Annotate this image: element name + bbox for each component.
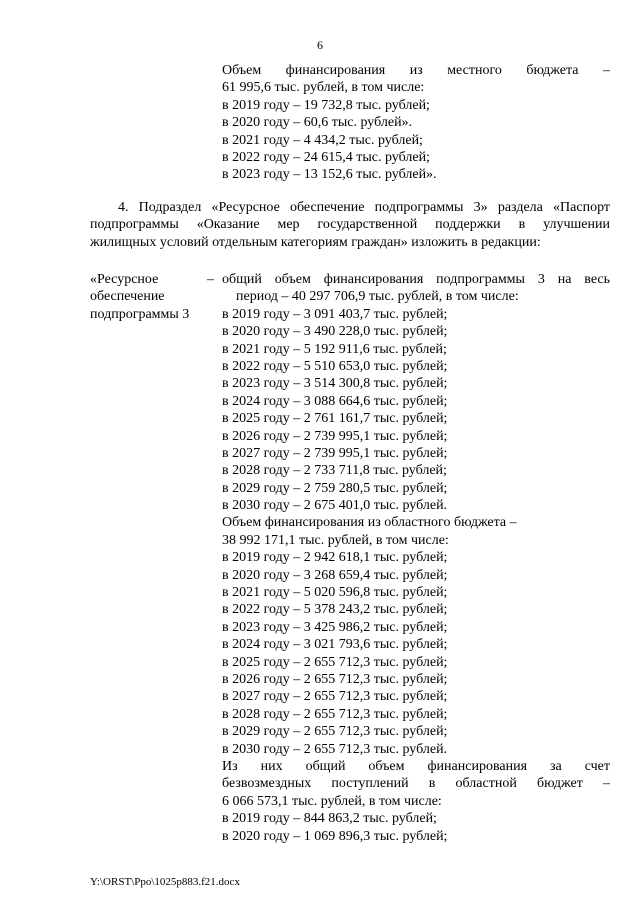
- separator-dash: –: [207, 272, 214, 287]
- label-line: «Ресурсное: [90, 272, 159, 287]
- label-line: обеспечение: [90, 289, 165, 305]
- year-line: в 2020 году – 1 069 896,3 тыс. рублей;: [222, 828, 448, 844]
- year-line: в 2030 году – 2 675 401,0 тыс. рублей.: [222, 498, 448, 514]
- year-line: в 2019 году – 3 091 403,7 тыс. рублей;: [222, 306, 448, 322]
- text-line: Из них общий объем финансирования за счет: [222, 758, 610, 774]
- text-line: безвозмездных поступлений в областной бюджет –: [222, 776, 610, 792]
- year-line: в 2019 году – 844 863,2 тыс. рублей;: [222, 811, 437, 827]
- year-line: в 2020 году – 3 268 659,4 тыс. рублей;: [222, 567, 448, 583]
- text-line: общий объем финансирования подпрограммы 3 на весь: [222, 272, 610, 287]
- text-line: 4. Подраздел «Ресурсное обеспечение подпрограммы 3» раздела «Паспорт: [118, 200, 610, 215]
- year-line: в 2020 году – 3 490 228,0 тыс. рублей;: [222, 324, 448, 340]
- year-line: в 2024 году – 3 088 664,6 тыс. рублей;: [222, 393, 448, 409]
- text-line: период – 40 297 706,9 тыс. рублей, в том числе:: [236, 289, 519, 305]
- year-line: в 2023 году – 3 514 300,8 тыс. рублей;: [222, 376, 448, 392]
- label-line: подпрограммы 3: [90, 306, 190, 322]
- year-line: в 2027 году – 2 739 995,1 тыс. рублей;: [222, 445, 448, 461]
- year-line: в 2023 году – 3 425 986,2 тыс. рублей;: [222, 619, 448, 635]
- text-line: 61 995,6 тыс. рублей, в том числе:: [222, 80, 425, 96]
- resource-label-cell: [90, 271, 210, 323]
- year-line: в 2026 году – 2 739 995,1 тыс. рублей;: [222, 428, 448, 444]
- year-line: в 2025 году – 2 655 712,3 тыс. рублей;: [222, 654, 448, 670]
- resource-value-cell: [222, 271, 610, 845]
- year-line: в 2029 году – 2 759 280,5 тыс. рублей;: [222, 480, 448, 496]
- year-line: в 2026 году – 2 655 712,3 тыс. рублей;: [222, 671, 448, 687]
- section-4-paragraph: [90, 199, 610, 251]
- text-line: в 2022 году – 24 615,4 тыс. рублей;: [222, 149, 430, 165]
- year-line: в 2028 году – 2 655 712,3 тыс. рублей;: [222, 706, 448, 722]
- year-line: в 2025 году – 2 761 161,7 тыс. рублей;: [222, 411, 448, 427]
- text-line: в 2020 году – 60,6 тыс. рублей».: [222, 115, 413, 131]
- text-line: в 2021 году – 4 434,2 тыс. рублей;: [222, 132, 423, 148]
- year-line: в 2028 году – 2 733 711,8 тыс. рублей;: [222, 463, 447, 479]
- text-line: 38 992 171,1 тыс. рублей, в том числе:: [222, 532, 449, 548]
- text-line: Объем финансирования из местного бюджета –: [222, 63, 610, 78]
- year-line: в 2021 году – 5 192 911,6 тыс. рублей;: [222, 341, 447, 357]
- year-line: в 2021 году – 5 020 596,8 тыс. рублей;: [222, 585, 448, 601]
- text-line: подпрограммы «Оказание мер государственной поддержки в улучшении: [90, 217, 610, 233]
- year-line: в 2024 году – 3 021 793,6 тыс. рублей;: [222, 637, 448, 653]
- year-line: в 2019 году – 2 942 618,1 тыс. рублей;: [222, 550, 448, 566]
- file-path-footer: Y:\ORST\Ppo\1025p883.f21.docx: [90, 876, 240, 888]
- text-line: Объем финансирования из областного бюджета –: [222, 515, 517, 531]
- page-number: 6: [317, 38, 323, 52]
- local-budget-block: [222, 62, 610, 184]
- text-line: жилищных условий отдельным категориям граждан» изложить в редакции:: [90, 234, 541, 250]
- year-line: в 2030 году – 2 655 712,3 тыс. рублей.: [222, 741, 448, 757]
- text-line: в 2023 году – 13 152,6 тыс. рублей».: [222, 167, 437, 183]
- text-line: в 2019 году – 19 732,8 тыс. рублей;: [222, 97, 430, 113]
- year-line: в 2022 году – 5 510 653,0 тыс. рублей;: [222, 358, 448, 374]
- year-line: в 2027 году – 2 655 712,3 тыс. рублей;: [222, 689, 448, 705]
- year-line: в 2022 году – 5 378 243,2 тыс. рублей;: [222, 602, 448, 618]
- year-line: в 2029 году – 2 655 712,3 тыс. рублей;: [222, 724, 448, 740]
- text-line: 6 066 573,1 тыс. рублей, в том числе:: [222, 793, 442, 809]
